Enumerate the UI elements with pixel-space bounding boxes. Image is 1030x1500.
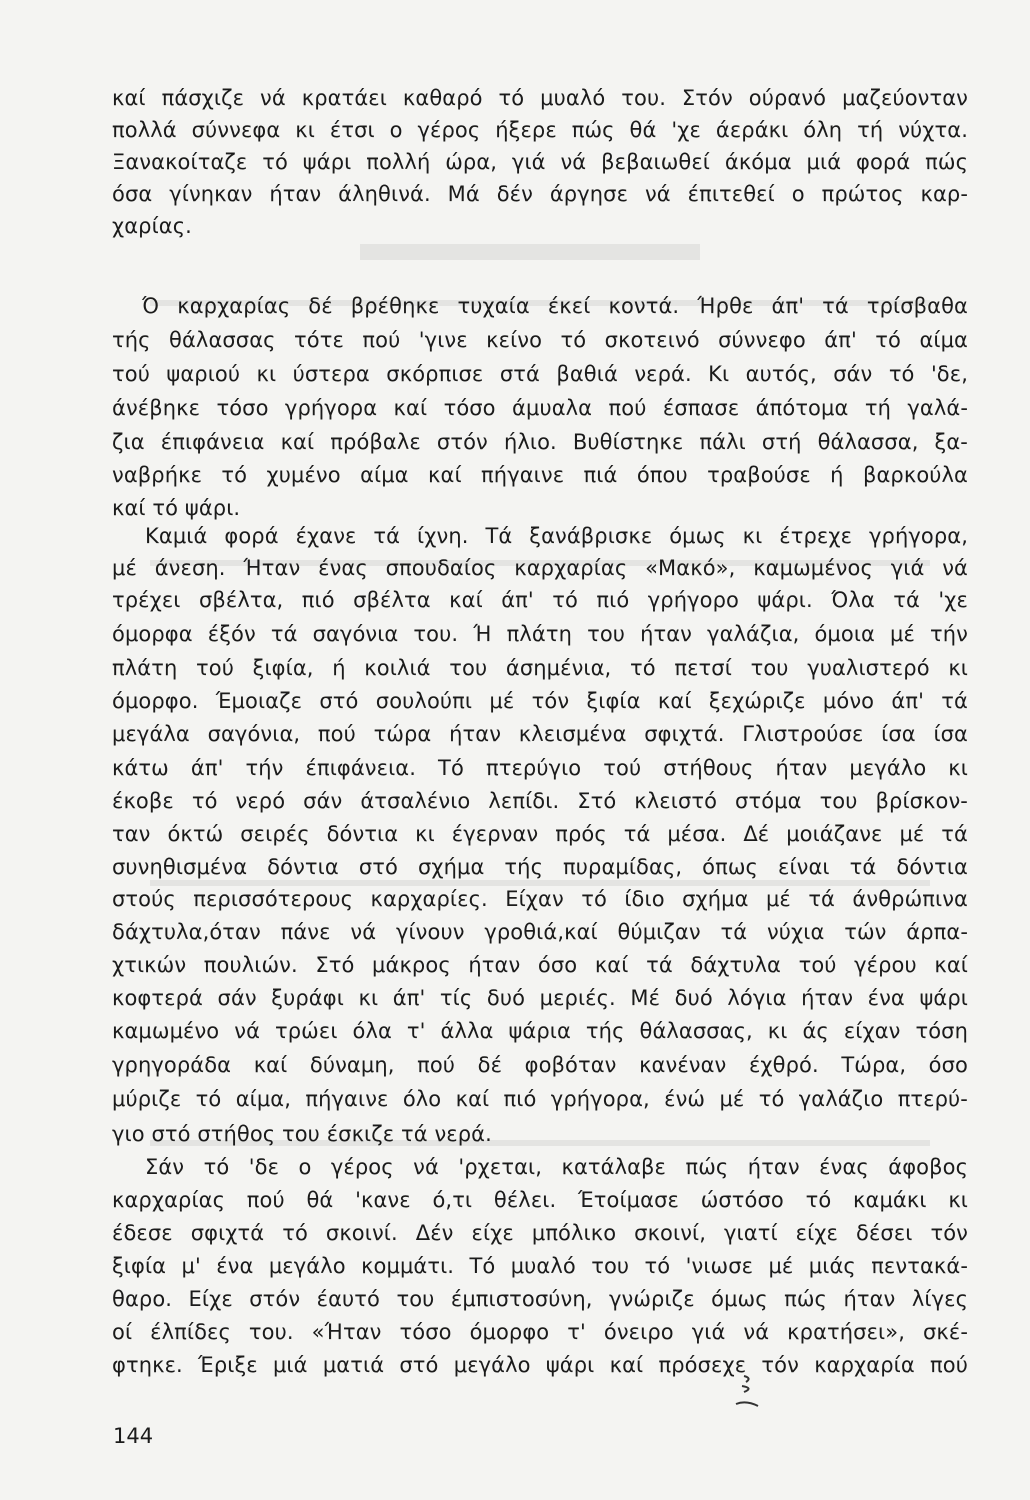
text-line: όμορφα έξόν τά σαγόνια του. Ή πλάτη του ήταν γαλάζια, όμοια μέ τήν	[112, 622, 968, 646]
text-line: τρέχει σβέλτα, πιό σβέλτα καί άπ' τό πιό γρήγορο ψάρι. Όλα τά 'χε	[112, 588, 968, 612]
text-line: θαρο. Είχε στόν έαυτό του έμπιστοσύνη, γνώριζε όμως πώς ήταν λίγες	[112, 1287, 968, 1311]
text-line: καμωμένο νά τρώει όλα τ' άλλα ψάρια τής θάλασσας, κι άς είχαν τόση	[112, 1019, 968, 1043]
text-line: χτικών πουλιών. Στό μάκρος ήταν όσο καί τά δάχτυλα τού γέρου καί	[112, 953, 968, 977]
text-line: μεγάλα σαγόνια, πού τώρα ήταν κλεισμένα σφιχτά. Γλιστρούσε ίσα ίσα	[112, 722, 968, 746]
text-line: χαρίας.	[112, 214, 192, 238]
text-line: Ό καρχαρίας δέ βρέθηκε τυχαία έκεί κοντά. Ήρθε άπ' τά τρίσβαθα	[142, 294, 968, 318]
text-line: γρηγοράδα καί δύναμη, πού δέ φοβόταν κανέναν έχθρό. Τώρα, όσο	[112, 1053, 968, 1077]
text-line: συνηθισμένα δόντια στό σχήμα τής πυραμίδας, όπως είναι τά δόντια	[112, 855, 968, 879]
text-line: δάχτυλα,όταν πάνε νά γίνουν γροθιά,καί θύμιζαν τά νύχια τών άρπα-	[112, 920, 968, 944]
text-line: καρχαρίας πού θά 'κανε ό,τι θέλει. Έτοίμασε ώστόσο τό καμάκι κι	[112, 1188, 968, 1212]
text-line: ζια έπιφάνεια καί πρόβαλε στόν ήλιο. Βυθίστηκε πάλι στή θάλασσα, ξα-	[112, 430, 968, 454]
text-line: έκοβε τό νερό σάν άτσαλένιο λεπίδι. Στό κλειστό στόμα του βρίσκον-	[112, 789, 968, 813]
text-line: Σάν τό 'δε ο γέρος νά 'ρχεται, κατάλαβε πώς ήταν ένας άφοβος	[145, 1155, 968, 1179]
text-line: έδεσε σφιχτά τό σκοινί. Δέν είχε μπόλικο σκοινί, γιατί είχε δέσει τόν	[112, 1221, 968, 1245]
text-line: όσα γίνηκαν ήταν άληθινά. Μά δέν άργησε νά έπιτεθεί ο πρώτος καρ-	[112, 182, 968, 206]
ink-mark-icon	[732, 1370, 762, 1420]
text-line: καί πάσχιζε νά κρατάει καθαρό τό μυαλό του. Στόν ούρανό μαζεύονταν	[112, 86, 968, 110]
text-line: κάτω άπ' τήν έπιφάνεια. Τό πτερύγιο τού στήθους ήταν μεγάλο κι	[112, 756, 968, 780]
text-line: πολλά σύννεφα κι έτσι ο γέρος ήξερε πώς θά 'χε άεράκι όλη τή νύχτα.	[112, 118, 968, 142]
text-line: μύριζε τό αίμα, πήγαινε όλο καί πιό γρήγορα, ένώ μέ τό γαλάζιο πτερύ-	[112, 1087, 968, 1111]
text-line: ναβρήκε τό χυμένο αίμα καί πήγαινε πιά όπου τραβούσε ή βαρκούλα	[112, 463, 968, 487]
text-line: Ξανακοίταζε τό ψάρι πολλή ώρα, γιά νά βεβαιωθεί άκόμα μιά φορά πώς	[112, 150, 968, 174]
text-line: οί έλπίδες του. «Ήταν τόσο όμορφο τ' όνειρο γιά νά κρατήσει», σκέ-	[112, 1320, 968, 1344]
text-line: όμορφο. Έμοιαζε στό σουλούπι μέ τόν ξιφία καί ξεχώριζε μόνο άπ' τά	[112, 689, 968, 713]
text-line: μέ άνεση. Ήταν ένας σπουδαίος καρχαρίας «Μακό», καμωμένος γιά νά	[112, 556, 968, 580]
text-line: φτηκε. Έριξε μιά ματιά στό μεγάλο ψάρι καί πρόσεχε τόν καρχαρία πού	[112, 1353, 968, 1377]
text-line: άνέβηκε τόσο γρήγορα καί τόσο άμυαλα πού έσπασε άπότομα τή γαλά-	[112, 396, 968, 420]
text-line: ξιφία μ' ένα μεγάλο κομμάτι. Τό μυαλό του τό 'νιωσε μέ μιάς πεντακά-	[112, 1254, 968, 1278]
text-line: ταν όκτώ σειρές δόντια κι έγερναν πρός τά μέσα. Δέ μοιάζανε μέ τά	[112, 822, 968, 846]
text-line: Καμιά φορά έχανε τά ίχνη. Τά ξανάβρισκε όμως κι έτρεχε γρήγορα,	[145, 524, 968, 548]
text-line: καί τό ψάρι.	[112, 496, 241, 520]
text-line: κοφτερά σάν ξυράφι κι άπ' τίς δυό μεριές. Μέ δυό λόγια ήταν ένα ψάρι	[112, 986, 968, 1010]
text-line: τού ψαριού κι ύστερα σκόρπισε στά βαθιά νερά. Κι αυτός, σάν τό 'δε,	[112, 362, 968, 386]
text-line: στούς περισσότερους καρχαρίες. Είχαν τό ίδιο σχήμα μέ τά άνθρώπινα	[112, 887, 968, 911]
text-line: πλάτη τού ξιφία, ή κοιλιά του άσημένια, τό πετσί του γυαλιστερό κι	[112, 656, 968, 680]
page-number: 144	[113, 1424, 154, 1448]
text-line: γιο στό στήθος του έσκιζε τά νερά.	[112, 1122, 492, 1146]
text-line: τής θάλασσας τότε πού 'γινε κείνο τό σκοτεινό σύννεφο άπ' τό αίμα	[112, 328, 968, 352]
